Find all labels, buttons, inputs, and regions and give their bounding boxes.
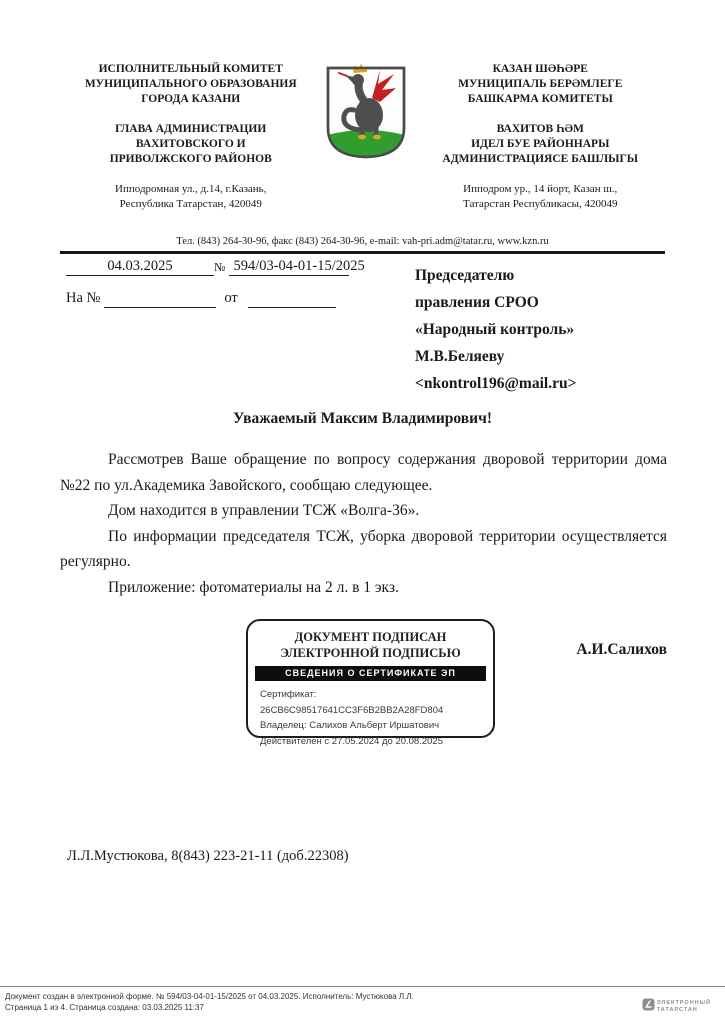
from-date-field	[248, 307, 336, 308]
from-label: от	[224, 290, 238, 306]
reference-block	[66, 258, 396, 308]
salutation: Уважаемый Максим Владимирович!	[233, 410, 492, 427]
body-paragraph: Рассмотрев Ваше обращение по вопросу содержания дворовой территории дома №22 по ул.Академика Завойского, сообщаю следующее.	[60, 451, 667, 494]
address-line: Ипподромная ул., д.14, г.Казань,	[115, 183, 267, 195]
org-right-address	[408, 182, 674, 212]
contact-line: Тел. (843) 264-30-96, факс (843) 264-30-96, e-mail: vah-pri.adm@tatar.ru, www.kzn.ru	[60, 236, 665, 254]
electronic-tatarstan-logo	[642, 998, 711, 1016]
electronic-tatarstan-label	[657, 1000, 711, 1014]
electronic-signature-stamp	[246, 619, 495, 747]
date-number-row	[66, 258, 396, 276]
address-line: Татарстан Республикасы, 420049	[463, 198, 618, 210]
address-line: Ипподром ур., 14 йорт, Казан ш.,	[463, 183, 618, 195]
executor-line: Л.Л.Мустюкова, 8(843) 223-21-11 (доб.22308)	[67, 848, 349, 864]
letterhead	[58, 62, 673, 212]
addressee-line: правления СРОО	[415, 294, 539, 311]
org-line: БАШКАРМА КОМИТЕТЫ	[467, 93, 613, 105]
body-paragraph: Дом находится в управлении ТСЖ «Волга-36».	[108, 502, 420, 519]
logo-line1: ЭЛЕКТРОННЫЙ	[656, 1000, 711, 1006]
org-line: МУНИЦИПАЛЬНОГО ОБРАЗОВАНИЯ	[84, 78, 297, 90]
footer-note-line2: Страница 1 из 4. Страница создана: 03.03.2025 11:37	[5, 1003, 204, 1012]
org-line: ПРИВОЛЖСКОГО РАЙОНОВ	[109, 153, 272, 165]
stamp-title	[248, 629, 493, 661]
org-line: ГЛАВА АДМИНИСТРАЦИИ	[115, 123, 267, 135]
org-line: ИСПОЛНИТЕЛЬНЫЙ КОМИТЕТ	[98, 63, 283, 75]
number-label: №	[214, 260, 226, 274]
footer-note-line1: Документ создан в электронной форме. № 594/03-04-01-15/2025 от 04.03.2025. Исполнитель: Мустюкова Л.Л.	[5, 992, 414, 1001]
addressee-block	[415, 262, 576, 397]
addressee-line: «Народный контроль»	[415, 321, 575, 338]
certificate-validity-line: Действителен с 27.05.2024 до 20.08.2025	[260, 735, 443, 747]
org-left-column	[58, 62, 324, 212]
org-line: ГОРОДА КАЗАНИ	[141, 93, 241, 105]
addressee-line: М.В.Беляеву	[415, 348, 505, 365]
org-line: АДМИНИСТРАЦИЯСЕ БАШЛЫГЫ	[442, 153, 639, 165]
kazan-coat-of-arms-icon	[324, 62, 408, 166]
org-right-column	[408, 62, 674, 212]
date-field: 04.03.2025	[66, 258, 214, 276]
reply-label: На №	[66, 290, 101, 306]
reply-row	[66, 290, 396, 308]
org-line: ВАХИТОВСКОГО И	[135, 138, 246, 150]
addressee-email: <nkontrol196@mail.ru>	[415, 375, 577, 392]
signer-name: А.И.Салихов	[576, 641, 667, 658]
org-right-committee	[408, 62, 674, 107]
certificate-owner-line: Владелец: Салихов Альберт Иршатович	[260, 720, 440, 731]
footer-note	[5, 991, 605, 1013]
org-left-committee	[58, 62, 324, 107]
org-line: МУНИЦИПАЛЬ БЕРӘМЛЕГЕ	[458, 78, 623, 90]
footer-divider	[0, 986, 725, 987]
org-line: ВАХИТОВ ҺӘМ	[496, 123, 584, 135]
number-field: 594/03-04-01-15/2025	[229, 258, 349, 276]
body-paragraph: По информации председателя ТСЖ, уборка дворовой территории осуществляется регулярно.	[60, 527, 667, 570]
certificate-details	[260, 687, 487, 749]
stamp-title-line2: ЭЛЕКТРОННОЙ ПОДПИСЬЮ	[280, 646, 461, 660]
certificate-number-line: Сертификат: 26CB6C98517641CC3F6B2BB2A28FD804	[260, 689, 444, 716]
org-left-division	[58, 122, 324, 167]
reply-number-field	[104, 307, 216, 308]
electronic-tatarstan-icon	[642, 998, 655, 1016]
letter-body	[60, 447, 667, 600]
org-right-division	[408, 122, 674, 167]
stamp-title-line1: ДОКУМЕНТ ПОДПИСАН	[294, 630, 447, 644]
attachment-line: Приложение: фотоматериалы на 2 л. в 1 экз.	[108, 578, 399, 596]
org-left-address	[58, 182, 324, 212]
logo-line2: ТАТАРСТАН	[656, 1007, 698, 1013]
addressee-line: Председателю	[415, 267, 515, 284]
address-line: Республика Татарстан, 420049	[119, 198, 262, 210]
certificate-info-bar: СВЕДЕНИЯ О СЕРТИФИКАТЕ ЭП	[255, 666, 486, 681]
org-line: КАЗАН ШӘҺӘРЕ	[492, 63, 588, 75]
org-line: ИДЕЛ БУЕ РАЙОННАРЫ	[471, 138, 610, 150]
